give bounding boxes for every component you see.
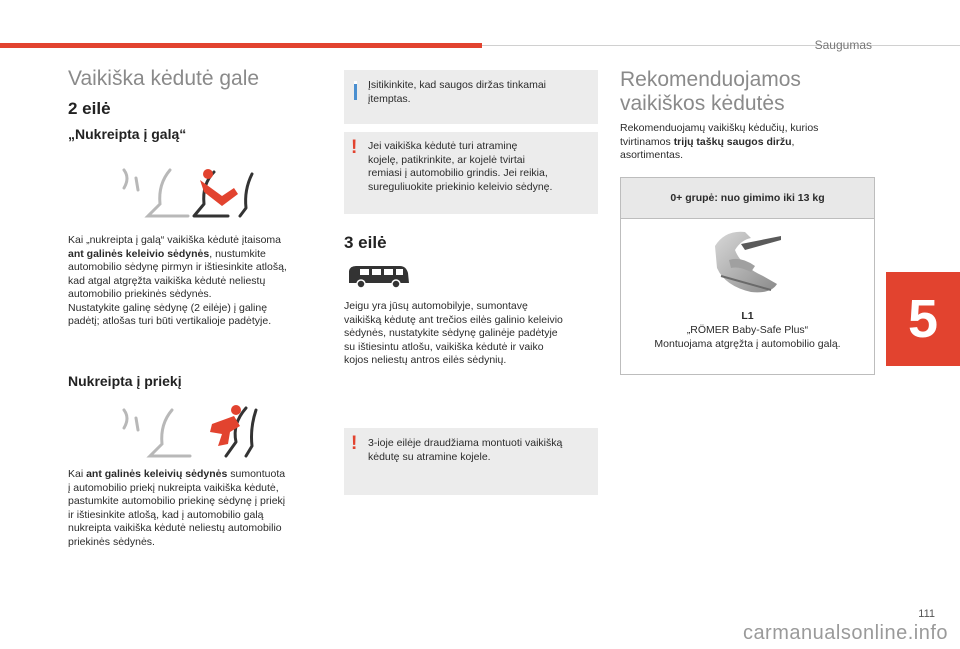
warning-icon: ! (351, 433, 358, 454)
recommended-intro: Rekomenduojamų vaikiškų kėdučių, kurios tvirtinamos trijų taškų saugos diržu, asortimentas. (620, 122, 819, 161)
warning-icon: ! (351, 137, 358, 158)
row2-heading: 2 eilė (68, 99, 111, 118)
warning-note: ! Jei vaikiška kėdutė turi atraminę kojelę, patikrinkite, ar kojelė tvirtai remiasi į automobilio grindis. Jei reikia, sureguliuokite priekinio keleivio sėdynę. (344, 132, 598, 214)
forward-facing-seat-icon (118, 402, 262, 460)
warning-note-row3: ! 3-ioje eilėje draudžiama montuoti vaikišką kėdutę su atramine kojele. (344, 428, 598, 495)
table-group-header: 0+ grupė: nuo gimimo iki 13 kg (621, 178, 874, 219)
chapter-number: 5 (907, 289, 939, 349)
rear-facing-heading: „Nukreipta į galą“ (68, 126, 187, 142)
rear-facing-text: Kai „nukreipta į galą“ vaikiška kėdutė įtaisoma ant galinės keleivio sėdynės, nustumkite automobilio sėdynę pirmyn ir ištiesinkite atlošą, kad atgal atgręžta vaikiška kėdutė neliestų automobilio priekinės sėdynės. Nustatykite galinę sėdynę (2 eilėje) į galinę padėtį; atlošas turi būti vertikalioje padėtyje. (68, 234, 287, 327)
info-note: Įsitikinkite, kad saugos diržas tinkamai įtemptas. (344, 70, 598, 124)
forward-facing-heading: Nukreipta į priekį (68, 373, 182, 389)
seat-product: „RÖMER Baby-Safe Plus“ (686, 324, 809, 336)
info-icon (354, 81, 357, 100)
seat-code: L1 (741, 310, 754, 322)
forward-facing-text: Kai ant galinės keleivių sėdynės sumontuota į automobilio priekį nukreipta vaikiška kėdutė, pastumkite automobilio priekinę sėdynę į priekį ir ištiesinkite atlošą, kad į automobilio galą nukreipta vaikiška kėdutė neliestų automobilio priekinės sėdynės. (68, 468, 286, 548)
section-label: Saugumas (814, 38, 872, 52)
child-seat-photo (711, 226, 783, 296)
row3-text: Jeigu yra jūsų automobilyje, sumontavę vaikišką kėdutę ant trečios eilės galinio keleivio sėdynės, nustatykite sėdynę galinėje padėtyje su ištiesintu atlošu, vaikiška kėdutė ir vaiko kojos neliestų antros eilės sėdynių. (344, 300, 563, 366)
watermark: carmanualsonline.info (742, 622, 948, 644)
page-number: 111 (918, 608, 935, 620)
recommended-title: Rekomenduojamos vaikiškos kėdutės (620, 68, 801, 115)
rear-facing-seat-icon (118, 164, 262, 222)
header-accent-bar (0, 43, 482, 48)
van-row3-icon (346, 263, 412, 289)
header-rule (482, 45, 960, 46)
seat-note: Montuojama atgręžta į automobilio galą. (654, 338, 841, 350)
recommended-seats-table (620, 177, 875, 375)
row3-heading: 3 eilė (344, 233, 387, 252)
page-title: Vaikiška kėdutė gale (68, 67, 260, 90)
